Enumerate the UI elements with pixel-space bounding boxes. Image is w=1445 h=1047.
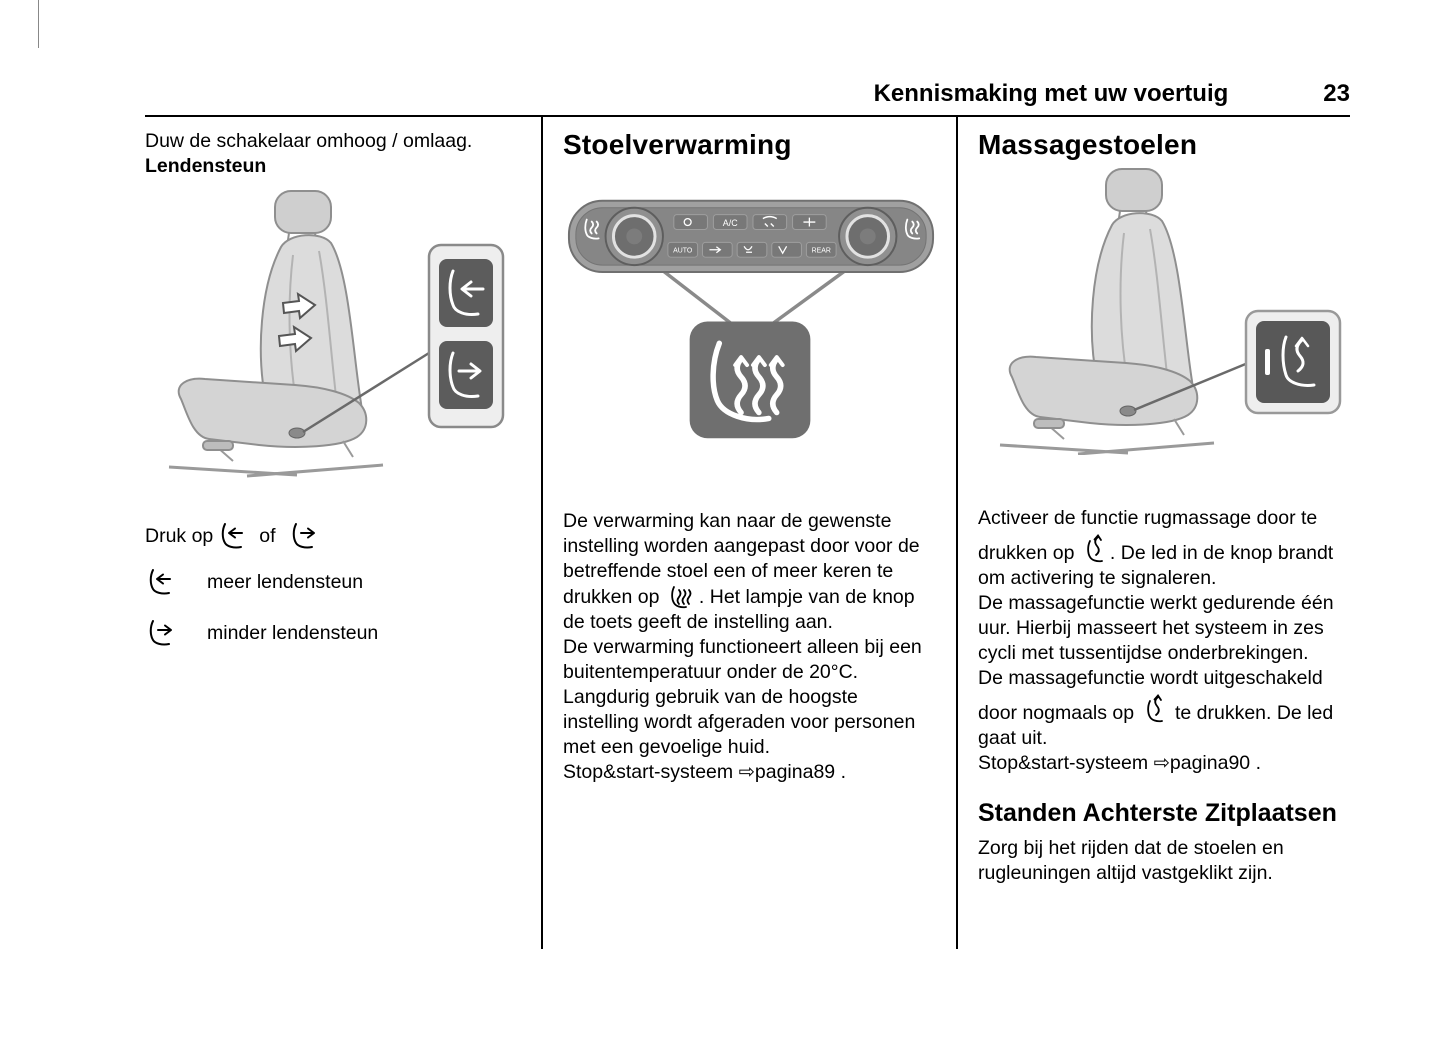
paragraph — [978, 506, 1350, 591]
cross-reference-label: Stop&start-systeem — [563, 761, 739, 783]
callout-leader-line — [773, 270, 846, 323]
paragraph: De massagefunctie werkt gedurende één uur. Hierbij masseert het systeem in zes cycli met tussentijdse onderbrekingen. — [978, 592, 1334, 664]
paragraph-text: De massagefunctie wordt uitgeschakeld door nogmaals op — [978, 667, 1323, 724]
massage-seat-figure — [978, 165, 1350, 460]
paragraph-text: De verwarming kan naar de gewenste instelling worden aangepast door voor de betreffende stoel een of meer keren te drukken op — [563, 510, 920, 608]
manual-page — [145, 80, 1350, 949]
paragraph-text: te drukken. De led gaat uit. — [978, 702, 1334, 749]
section-heading-standen-achterste-zitplaatsen: Standen Achterste Zitplaatsen — [978, 799, 1337, 827]
print-crop-mark — [38, 0, 39, 48]
list-item-label: minder lendensteun — [207, 621, 379, 644]
seat-with-massage-button-illustration — [978, 165, 1346, 455]
press-instruction — [145, 521, 529, 551]
press-instruction-pre: Druk op — [145, 524, 214, 547]
list-item — [145, 618, 529, 648]
ac-button-label: A/C — [722, 218, 738, 229]
paragraph-text: . Het lampje van de knop de toets geeft de instelling aan. — [563, 586, 915, 633]
page-header — [145, 80, 1350, 117]
page-columns — [145, 117, 1350, 949]
auto-button-label: AUTO — [673, 247, 693, 255]
seat-heating-icon — [669, 584, 695, 610]
headrest — [275, 191, 331, 233]
paragraph — [978, 666, 1350, 751]
cross-reference-label: Stop&start-systeem — [978, 752, 1154, 774]
seat-with-lumbar-buttons-illustration — [147, 185, 507, 480]
lumbar-seat-figure — [147, 185, 529, 485]
list-item — [145, 567, 529, 597]
seat-massage-icon — [1144, 691, 1166, 723]
cross-reference-line — [978, 751, 1350, 776]
section-heading-massagestoelen: Massagestoelen — [978, 129, 1198, 160]
lumbar-less-icon — [145, 618, 181, 648]
press-instruction-mid: of — [259, 524, 276, 547]
page-reference: ⇨pagina90 . — [1153, 752, 1261, 774]
section-heading-stoelverwarming: Stoelverwarming — [563, 129, 792, 160]
climate-control-panel-illustration — [563, 173, 939, 470]
cross-reference-line — [563, 760, 936, 785]
lumbar-more-icon — [217, 521, 247, 551]
lumbar-subheading: Lendensteun — [145, 155, 267, 177]
paragraph-text: . De led in de knop brandt om activering te signaleren. — [978, 542, 1334, 589]
lumbar-less-icon — [288, 521, 318, 551]
paragraph-text: Activeer de functie rugmassage door te drukken op — [978, 507, 1318, 564]
column-massage-seats — [958, 117, 1350, 949]
lumbar-more-icon — [145, 567, 181, 597]
seat-heating-text — [563, 509, 936, 785]
list-item-label: meer lendensteun — [207, 570, 364, 593]
lumbar-legend — [145, 567, 529, 648]
paragraph: Langdurig gebruik van de hoogste instelling wordt afgeraden voor personen met een gevoelige huid. — [563, 686, 916, 758]
seat-massage-icon — [1084, 531, 1106, 563]
rear-button-label: REAR — [811, 247, 831, 255]
seat-heating-figure — [563, 173, 936, 475]
headrest — [1106, 169, 1162, 211]
paragraph — [563, 509, 936, 635]
column-seat-heating — [541, 117, 958, 949]
paragraph: De verwarming functioneert alleen bij een buitentemperatuur onder de 20°C. — [563, 636, 922, 683]
massage-text — [978, 506, 1350, 776]
page-number: 23 — [1323, 80, 1350, 107]
lumbar-intro: Duw de schakelaar omhoog / omlaag. — [145, 130, 473, 152]
paragraph: Zorg bij het rijden dat de stoelen en rugleuningen altijd vastgeklikt zijn. — [978, 837, 1284, 884]
led-indicator — [1265, 349, 1270, 375]
chapter-title: Kennismaking met uw voertuig — [873, 80, 1229, 107]
callout-leader-line — [662, 270, 731, 323]
page-reference: ⇨pagina89 . — [738, 761, 846, 783]
column-lumbar — [145, 117, 541, 949]
lumbar-less-button — [439, 341, 493, 409]
